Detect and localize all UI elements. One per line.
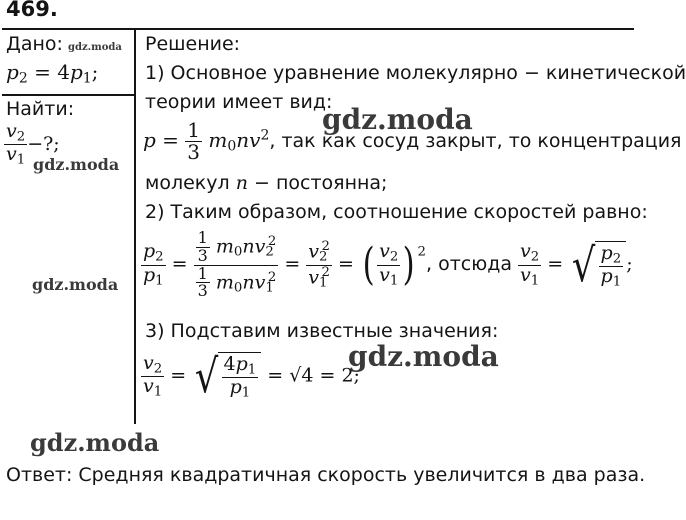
- given-label: Дано:: [6, 33, 63, 55]
- watermark-right: gdz.moda: [348, 340, 499, 373]
- step3-formula: $\frac{v_2}{v_1}$ = √ $\frac{4p_1}{p_1}$ = √4 = 2;: [143, 349, 360, 404]
- step3-text: 3) Подставим известные значения:: [145, 320, 499, 342]
- find-expression: $\frac{v_2}{v_1}$ −?;: [6, 120, 60, 168]
- step1-line2: теории имеет вид:: [145, 91, 333, 113]
- watermark-center: gdz.moda: [322, 103, 473, 136]
- given-separator-rule: [2, 94, 134, 96]
- watermark-left-1: gdz.moda: [33, 155, 120, 174]
- column-divider: [134, 28, 136, 424]
- watermark-small: gdz.moda: [68, 42, 122, 53]
- step1-formula: p = $\frac{1}{3}$ $m_0nv^2$, так как сосуд закрыт, то концентрация: [143, 118, 682, 164]
- table-top-rule: [2, 28, 634, 30]
- answer: Ответ: Средняя квадратичная скорость увеличится в два раза.: [6, 464, 646, 486]
- problem-number: 469.: [6, 0, 58, 21]
- given-condition: $p_2 = 4p_1$;: [6, 60, 99, 87]
- watermark-left-2: gdz.moda: [32, 275, 119, 294]
- step2-text: 2) Таким образом, соотношение скоростей равно:: [145, 201, 648, 223]
- step1-line1: 1) Основное уравнение молекулярно − кинетической: [145, 62, 686, 84]
- solution-heading: Решение:: [145, 33, 241, 55]
- step2-formula: $\frac{p_2}{p_1}$ = $\frac{1}{3}$ $m_0nv_2^2$ $\frac{1}{3}$ $m_0nv_1^2$ = $\frac{v_2^2}{v_1^2}$ = ( $\frac{v_2}{v_1}$ ) $^2$, отсюда $\frac{v_2}{v_1}$ = √ $\frac{p_2}{p_1}$ ;: [143, 228, 633, 301]
- step1-line4: молекул n − постоянна;: [145, 172, 388, 194]
- find-label: Найти:: [6, 98, 75, 120]
- watermark-bottom: gdz.moda: [30, 428, 160, 457]
